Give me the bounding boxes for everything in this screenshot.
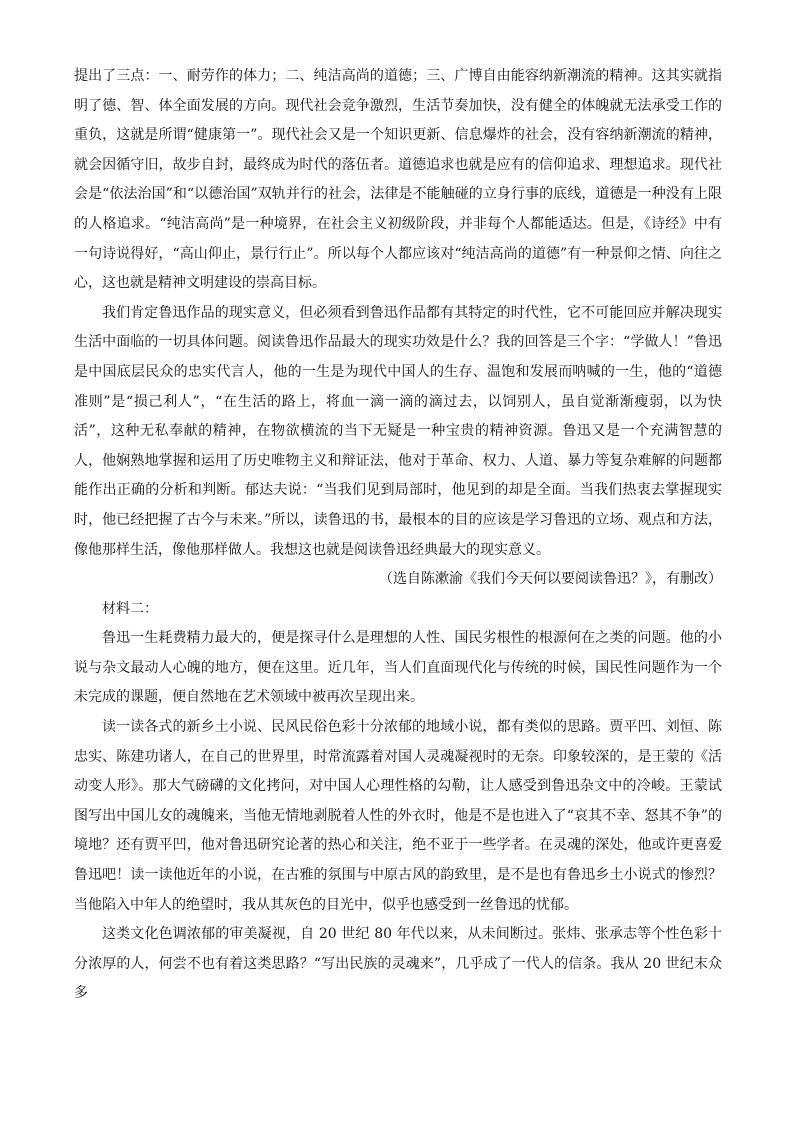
source-citation: （选自陈漱渝《我们今天何以要阅读鲁迅？》，有删改） bbox=[379, 571, 722, 588]
article-body bbox=[74, 62, 722, 1009]
material-paragraph: 读一读各式的新乡土小说、民风民俗色彩十分浓郁的地域小说，都有类似的思路。贾平凹、刘恒、陈忠实、陈建功诸人，在自己的世界里，时常流露着对国人灵魂凝视时的无奈。印象较深的，是王蒙的《活动变人形》。那大气磅礴的文化拷问，对中国人心理性格的勾勒，让人感受到鲁迅杂文中的冷峻。王蒙试图写出中国儿女的魂魄来，当他无情地剥脱着人性的外衣时，他是不是也进入了“哀其不幸、怒其不争”的境地？还有贾平凹，他对鲁迅研究论著的热心和关注，绝不亚于一些学者。在灵魂的深处，他或许更喜爱鲁迅吧！读一读他近年的小说，在古雅的氛围与中原古风的韵致里，是不是也有鲁迅乡土小说式的惨烈？当他陷入中年人的绝望时，我从其灰色的目光中，似乎也感受到一丝鲁迅的忧郁。 bbox=[74, 719, 722, 913]
material-two-label: 材料二： bbox=[102, 600, 158, 617]
paragraph-continuation: 提出了三点：一、耐劳作的体力；二、纯洁高尚的道德；三、广博自由能容纳新潮流的精神。这其实就指明了德、智、体全面发展的方向。现代社会竞争激烈，生活节奏加快，没有健全的体魄就无法承受工作的重负，这就是所谓“健康第一”。现代社会又是一个知识更新、信息爆炸的社会，没有容纳新潮流的精神，就会因循守旧，故步自封，最终成为时代的落伍者。道德追求也就是应有的信仰追求、理想追求。现代社会是“依法治国”和“以德治国”双轨并行的社会，法律是不能触碰的立身行事的底线，道德是一种没有上限的人格追求。“纯洁高尚”是一种境界，在社会主义初级阶段，并非每个人都能适达。但是，《诗经》中有一句诗说得好，“高山仰止，景行行止”。所以每个人都应该对“纯洁高尚的道德”有一种景仰之情、向往之心，这也就是精神文明建设的崇高目标。 bbox=[74, 68, 722, 292]
material-paragraph: 鲁迅一生耗费精力最大的，便是探寻什么是理想的人性、国民劣根性的根源何在之类的问题。他的小说与杂文最动人心魄的地方，便在这里。近几年，当人们直面现代化与传统的时候，国民性问题作为一个未完成的课题，便自然地在艺术领域中被再次呈现出来。 bbox=[74, 630, 722, 706]
material-paragraph: 这类文化色调浓郁的审美凝视，自 20 世纪 80 年代以来，从未间断过。张炜、张承志等个性色彩十分浓厚的人，何尝不也有着这类思路？“写出民族的灵魂来”，几乎成了一代人的信条。我从 20 世纪末众多 bbox=[74, 926, 722, 1002]
paragraph-lu-xun-significance: 我们肯定鲁迅作品的现实意义，但必须看到鲁迅作品都有其特定的时代性，它不可能回应并解决现实生活中面临的一切具体问题。阅读鲁迅作品最大的现实功效是什么？我的回答是三个字：“学做人！”鲁迅是中国底层民众的忠实代言人，他的一生是为现代中国人的生存、温饱和发展而呐喊的一生，他的“道德准则”是“损己利人”，“在生活的路上，将血一滴一滴的滴过去，以饲别人，虽自觉渐渐瘦弱，以为快活”，这种无私奉献的精神，在物欲横流的当下无疑是一种宝贵的精神资源。鲁迅又是一个充满智慧的人，他娴熟地掌握和运用了历史唯物主义和辩证法，他对于革命、权力、人道、暴力等复杂难解的问题都能作出正确的分析和判断。郁达夫说：“当我们见到局部时，他见到的却是全面。当我们热衷去掌握现实时，他已经把握了古今与未来。”所以，读鲁迅的书，最根本的目的应该是学习鲁迅的立场、观点和方法，像他那样生活，像他那样做人。我想这也就是阅读鲁迅经典最大的现实意义。 bbox=[74, 304, 722, 558]
